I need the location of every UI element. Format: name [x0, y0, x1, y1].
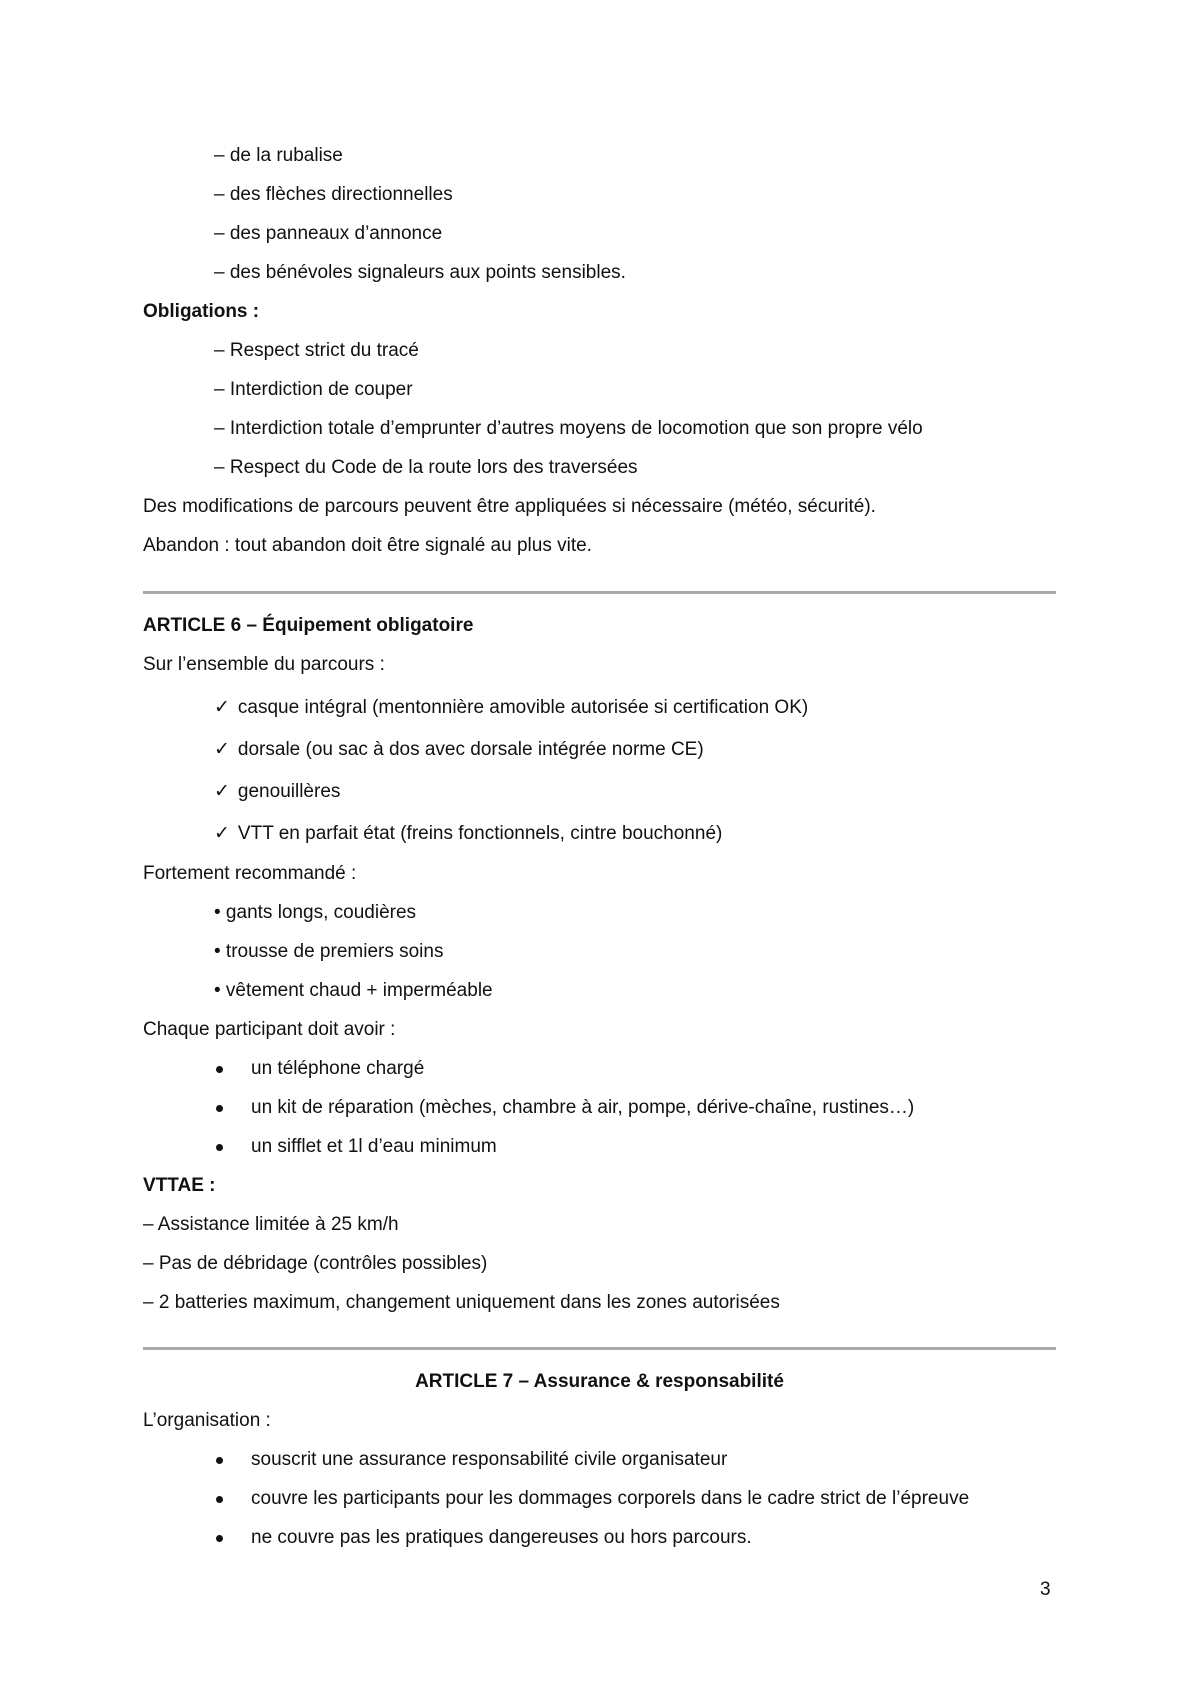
obligation-item: – Interdiction totale d’emprunter d’autres moyens de locomotion que son propre vélo: [214, 418, 923, 439]
vttae-item: – 2 batteries maximum, changement uniquement dans les zones autorisées: [143, 1292, 780, 1313]
mandatory-item: [214, 695, 808, 720]
section-divider: [143, 591, 1056, 594]
obligations-heading: Obligations :: [143, 301, 260, 322]
bullet-icon: [216, 1457, 223, 1464]
check-icon: ✓: [214, 780, 230, 802]
section-divider: [143, 1347, 1056, 1350]
article7-item: ne couvre pas les pratiques dangereuses ou hors parcours.: [251, 1527, 752, 1548]
recommended-heading: Fortement recommandé :: [143, 863, 357, 884]
article7-item: souscrit une assurance responsabilité civile organisateur: [251, 1449, 728, 1470]
mandatory-item-label: genouillères: [237, 781, 341, 802]
signage-item: – des bénévoles signaleurs aux points sensibles.: [214, 262, 626, 283]
bullet-icon: [216, 1535, 223, 1542]
participant-item: un téléphone chargé: [251, 1058, 425, 1079]
participant-item: un kit de réparation (mèches, chambre à air, pompe, dérive-chaîne, rustines…): [251, 1097, 915, 1118]
vttae-heading: VTTAE :: [143, 1175, 216, 1196]
mandatory-item-label: dorsale (ou sac à dos avec dorsale intégrée norme CE): [237, 739, 704, 760]
bullet-icon: [216, 1496, 223, 1503]
check-icon: ✓: [214, 738, 230, 760]
participant-heading: Chaque participant doit avoir :: [143, 1019, 396, 1040]
article7-intro: L’organisation :: [143, 1410, 271, 1431]
bullet-icon: [216, 1105, 223, 1112]
mandatory-item-label: casque intégral (mentonnière amovible autorisée si certification OK): [237, 697, 809, 718]
article7-title: ARTICLE 7 – Assurance & responsabilité: [415, 1371, 784, 1392]
article6-title: ARTICLE 6 – Équipement obligatoire: [143, 615, 474, 636]
recommended-item: • gants longs, coudières: [214, 902, 417, 923]
mandatory-item: [214, 737, 704, 762]
mandatory-item: [214, 779, 340, 804]
signage-item: – des panneaux d’annonce: [214, 223, 443, 244]
signage-item: – des flèches directionnelles: [214, 184, 453, 205]
obligation-item: – Respect strict du tracé: [214, 340, 419, 361]
signage-item: – de la rubalise: [214, 145, 343, 166]
participant-item: un sifflet et 1l d’eau minimum: [251, 1136, 497, 1157]
bullet-icon: [216, 1144, 223, 1151]
article7-item: couvre les participants pour les dommages corporels dans le cadre strict de l’épreuve: [251, 1488, 970, 1509]
modifications-text: Des modifications de parcours peuvent être appliquées si nécessaire (météo, sécurité).: [143, 496, 876, 517]
recommended-item: • vêtement chaud + imperméable: [214, 980, 493, 1001]
article6-intro: Sur l’ensemble du parcours :: [143, 654, 385, 675]
recommended-item: • trousse de premiers soins: [214, 941, 444, 962]
obligation-item: – Respect du Code de la route lors des traversées: [214, 457, 638, 478]
bullet-icon: [216, 1066, 223, 1073]
vttae-item: – Assistance limitée à 25 km/h: [143, 1214, 399, 1235]
mandatory-item: [214, 821, 722, 846]
vttae-item: – Pas de débridage (contrôles possibles): [143, 1253, 488, 1274]
page-number: 3: [1040, 1579, 1051, 1600]
check-icon: ✓: [214, 822, 230, 844]
obligation-item: – Interdiction de couper: [214, 379, 413, 400]
check-icon: ✓: [214, 696, 230, 718]
abandon-text: Abandon : tout abandon doit être signalé au plus vite.: [143, 535, 592, 556]
mandatory-item-label: VTT en parfait état (freins fonctionnels, cintre bouchonné): [237, 823, 723, 844]
